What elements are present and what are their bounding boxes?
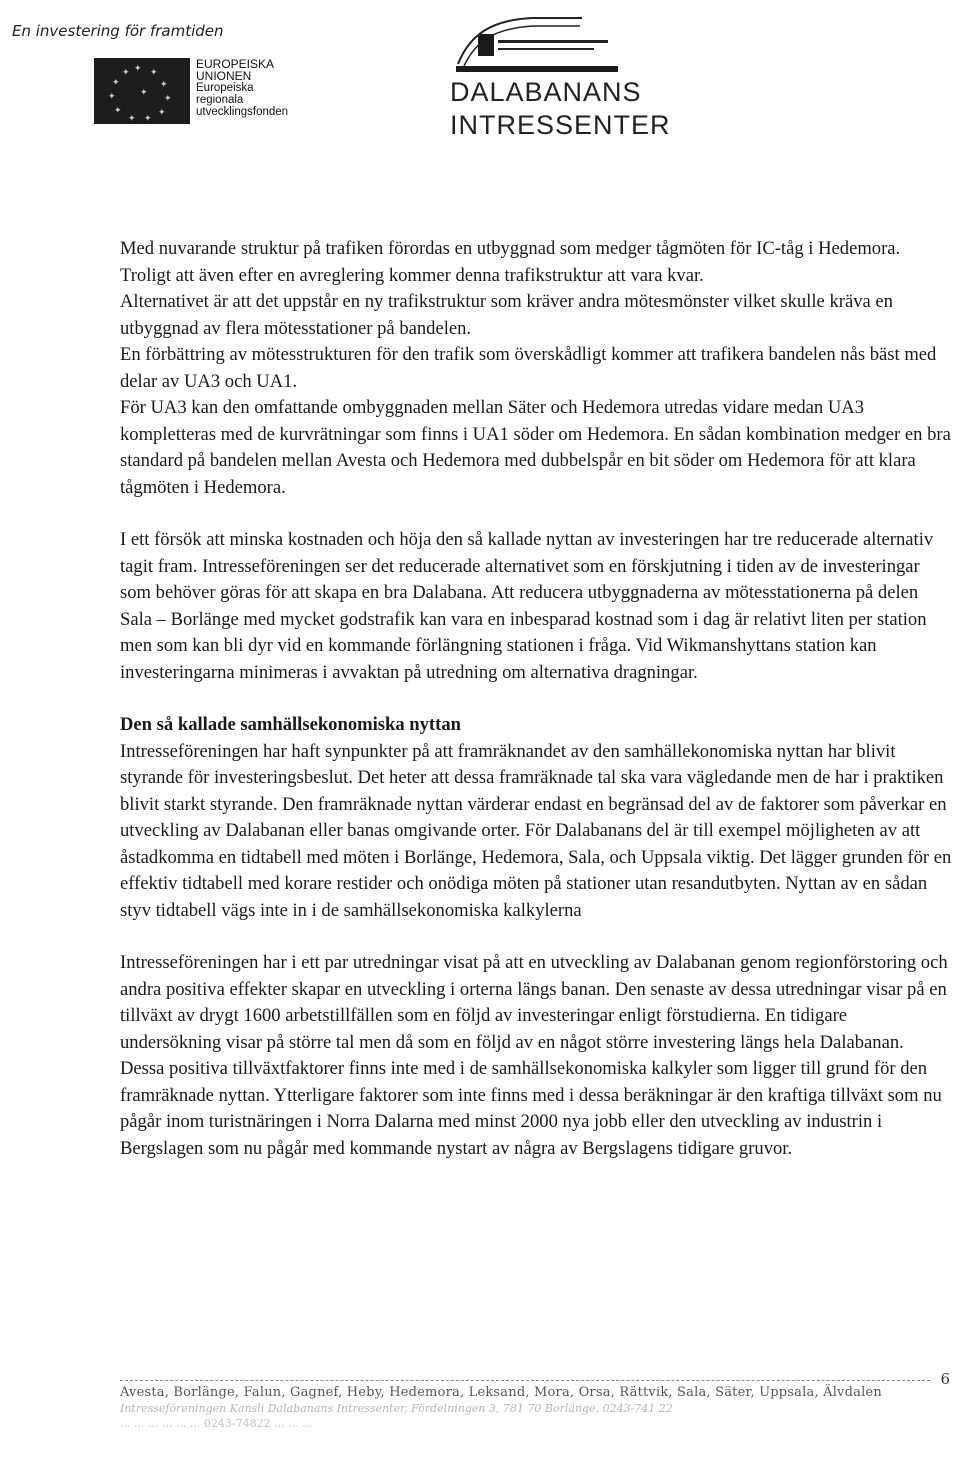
paragraph-5: I ett försök att minska kostnaden och höja den så kallade nyttan av investeringen har tre reducerade alternativ tagit fram. Intresseföreningen ser det reducerade alternativet som en förskjutning i tiden av de investeringar som behöver göras för att skapa en bra Dalabana. Att reducera utbyggnaderna av mötesstationerna på delen Sala – Borlänge med mycket godstrafik kan vara en inbesparad kostnad som i dag är relativt liten per station men som kan bli dyr vid en kommande förlängning stationen i fråga. Vid Wikmanshyttans station kan investeringarna minimeras i avvaktan på utredning om alternativa dragningar. — [120, 529, 934, 683]
footer-towns: Avesta, Borlänge, Falun, Gagnef, Heby, Hedemora, Leksand, Mora, Orsa, Rättvik, Sala, Säter, Uppsala, Älvdalen — [120, 1385, 882, 1400]
page-number: 6 — [940, 1370, 950, 1388]
footer-divider — [120, 1380, 930, 1381]
document-body — [120, 236, 952, 1162]
tagline: En investering för framtiden — [12, 22, 224, 40]
page-footer — [120, 1370, 950, 1430]
paragraph-4: För UA3 kan den omfattande ombyggnaden mellan Säter och Hedemora utredas vidare medan UA3 kompletteras med de kurvrätningar som finns i UA1 söder om Hedemora. En sådan kombination medger en bra standard på bandelen mellan Avesta och Hedemora med dubbelspår en bit söder om Hedemora för att klara tågmöten i Hedemora. — [120, 397, 951, 498]
brand-line-1: DALABANANS — [450, 77, 642, 107]
eu-line-2: UNIONEN — [196, 69, 252, 83]
paragraph-2: Alternativet är att det uppstår en ny trafikstruktur som kräver andra mötesmönster vilket skulle kräva en utbyggnad av flera mötesstationer på bandelen. — [120, 291, 893, 339]
train-logo-icon — [452, 14, 622, 72]
eu-fund-label — [196, 58, 288, 118]
eu-line-5: utvecklingsfonden — [196, 106, 289, 118]
paragraph-3: En förbättring av mötesstrukturen för den trafik som överskådligt kommer att trafikera bandelen nås bäst med delar av UA3 och UA1. — [120, 344, 937, 392]
footer-contact: ... ... ... ... ... ... 0243-74822 ... ... ... — [120, 1417, 313, 1430]
brand-line-2: INTRESSENTER — [450, 110, 671, 140]
paragraph-7: Intresseföreningen har i ett par utredningar visat på att en utveckling av Dalabanan genom regionförstoring och andra positiva effekter skapar en utveckling i orterna längs banan. Den senaste av dessa utredningar visar på en tillväxt av drygt 1600 arbetstillfällen som en följd av investeringar enligt förstudierna. En tidigare undersökning visar på större tal men då som en följd av en något större investering längs hela Dalabanan. Dessa positiva tillväxtfaktorer finns inte med i de samhällsekonomiska kalkyler som ligger till grund för den framräknade nyttan. Ytterligare faktorer som inte finns med i dessa beräkningar är den kraftiga tillväxt som nu pågår inom turistnäringen i Norra Dalarna med minst 2000 nya jobb eller den utveckling av industrin i Bergslagen som nu pågår med kommande nystart av några av Bergslagens tidigare gruvor. — [120, 952, 948, 1159]
eu-line-3: Europeiska — [196, 82, 254, 94]
paragraph-6: Intresseföreningen har haft synpunkter på att framräknandet av den samhällekonomiska nyttan har blivit styrande för investeringsbeslut. Det heter att dessa framräknade tal ska vara vägledande men de har i praktiken blivit starkt styrande. Den framräknade nyttan värderar endast en begränsad del av de faktorer som påverkar en utveckling av Dalabanan eller banas omgivande orter. För Dalabanans del är till exempel möjligheten av att åstadkomma en tidtabell med möten i Borlänge, Hedemora, Sala, och Uppsala viktig. Det lägger grunden för en effektiv tidtabell med korare restider och onödiga möten på stationer utan resandutbyten. Nyttan av en sådan styv tidtabell vägs inte in i de samhällsekonomiska kalkylerna — [120, 740, 952, 921]
section-heading: Den så kallade samhällsekonomiska nyttan — [120, 714, 461, 735]
footer-address: Intresseföreningen Kansli Dalabanans Intressenter, Fördelningen 3, 781 70 Borlänge, 0243-741 22 — [120, 1402, 673, 1415]
eu-flag-logo: ✦ ✦ ✦ ✦ ✦ ✦ ✦ ✦ ✦ ✦ ✦ ✦ — [94, 58, 190, 124]
paragraph-1: Med nuvarande struktur på trafiken förordas en utbyggnad som medger tågmöten för IC-tåg i Hedemora. Troligt att även efter en avreglering kommer denna trafikstruktur att vara kvar. — [120, 238, 901, 286]
brand-name — [450, 76, 671, 142]
eu-line-1: EUROPEISKA — [196, 57, 275, 71]
eu-line-4: regionala — [196, 94, 244, 106]
